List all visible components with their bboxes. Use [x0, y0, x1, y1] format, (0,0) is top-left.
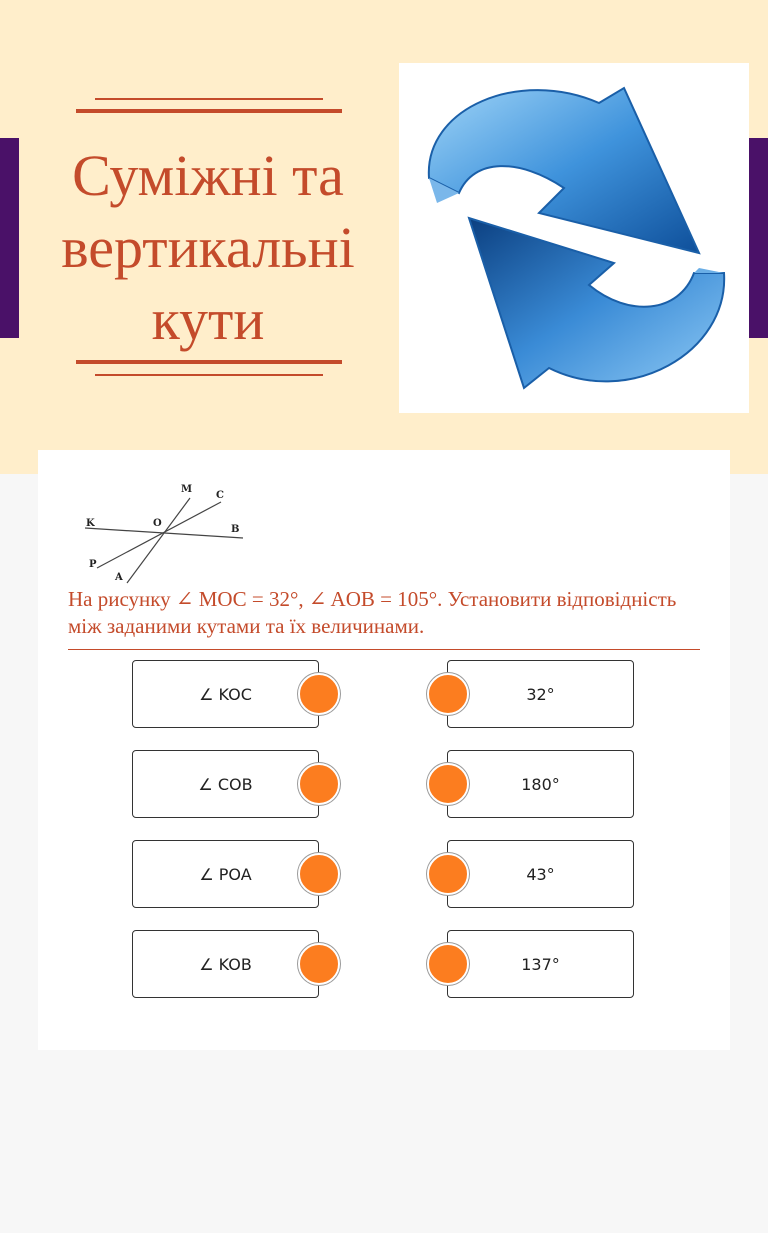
label-k: K: [86, 518, 95, 529]
right-accent-bar: [749, 138, 768, 338]
title-line-1: Суміжні та: [72, 143, 344, 208]
left-item-label: ∠ KOB: [199, 954, 252, 974]
left-item[interactable]: [132, 750, 319, 818]
right-item-label: 137°: [521, 954, 560, 974]
left-item[interactable]: [132, 660, 319, 728]
label-b: B: [231, 524, 240, 535]
circular-arrows-icon: [399, 63, 749, 413]
title-line-2: вертикальні: [61, 215, 355, 280]
right-item-label: 32°: [526, 684, 555, 704]
left-item[interactable]: [132, 840, 319, 908]
label-c: C: [216, 490, 224, 501]
right-item-label: 180°: [521, 774, 560, 794]
right-connector-dot[interactable]: [427, 673, 469, 715]
angles-figure: [85, 480, 285, 590]
label-m: M: [181, 484, 193, 495]
left-item-label: ∠ COB: [198, 774, 253, 794]
title-rule-top-thin: [95, 98, 323, 100]
label-p: P: [89, 559, 97, 570]
question-text: На рисунку ∠ MOC = 32°, ∠ AOB = 105°. Установити відповідність між заданими кутами та їх величинами.: [68, 587, 677, 638]
left-connector-dot[interactable]: [298, 763, 340, 805]
header-banner: [0, 0, 768, 474]
title-rule-top-thick: [76, 109, 342, 113]
left-item[interactable]: [132, 930, 319, 998]
label-a: A: [115, 572, 123, 583]
right-connector-dot[interactable]: [427, 943, 469, 985]
title-line-3: кути: [151, 287, 265, 352]
question-divider: [68, 649, 700, 650]
left-connector-dot[interactable]: [298, 673, 340, 715]
title-rule-bottom-thick: [76, 360, 342, 364]
right-item[interactable]: [447, 930, 634, 998]
right-item[interactable]: [447, 750, 634, 818]
matching-card: [38, 450, 730, 1050]
page-title: [30, 140, 386, 356]
right-item-label: 43°: [526, 864, 555, 884]
right-connector-dot[interactable]: [427, 853, 469, 895]
left-item-label: ∠ POA: [199, 864, 252, 884]
left-item-label: ∠ KOC: [199, 684, 252, 704]
right-item[interactable]: [447, 840, 634, 908]
left-accent-bar: [0, 138, 19, 338]
label-o: O: [153, 518, 162, 529]
right-connector-dot[interactable]: [427, 763, 469, 805]
left-connector-dot[interactable]: [298, 853, 340, 895]
right-item[interactable]: [447, 660, 634, 728]
left-connector-dot[interactable]: [298, 943, 340, 985]
title-rule-bottom-thin: [95, 374, 323, 376]
